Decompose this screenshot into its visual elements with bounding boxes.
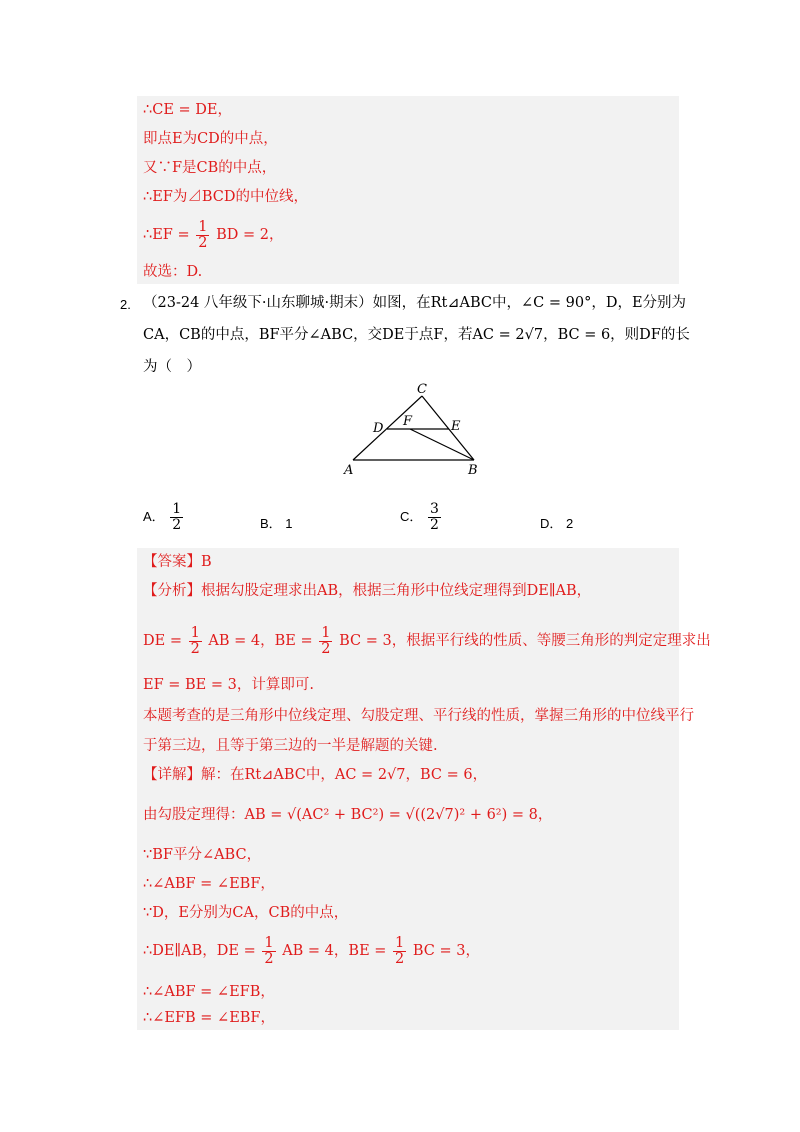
label-f: F xyxy=(403,414,413,429)
prev-solution-line-6: 故选：D. xyxy=(143,264,203,280)
analysis-line-2 xyxy=(143,624,711,658)
denominator: 2 xyxy=(321,640,331,657)
detail-line-8: ∴∠EFB = ∠EBF， xyxy=(143,1010,275,1026)
fraction xyxy=(319,626,332,657)
prev-solution-line-5 xyxy=(143,218,283,252)
text: BC = 3， xyxy=(412,943,480,959)
choice-d[interactable] xyxy=(540,513,573,532)
choice-c[interactable] xyxy=(400,502,443,533)
choice-a[interactable] xyxy=(143,502,185,533)
choice-text: 1 xyxy=(285,516,293,531)
text: ∴DE∥AB，DE = xyxy=(143,943,256,959)
detail-line-2: 由勾股定理得：AB = √(AC² + BC²) = √((2√7)² + 6²) = 8， xyxy=(143,807,553,823)
choice-letter: A． xyxy=(143,508,165,524)
fraction xyxy=(393,936,406,967)
label-a: A xyxy=(344,463,354,478)
prev-solution-line-1: ∴CE = DE， xyxy=(143,102,232,118)
question-number: 2. xyxy=(120,297,131,312)
analysis-line-1: 【分析】根据勾股定理求出AB，根据三角形中位线定理得到DE∥AB， xyxy=(143,583,592,599)
question-line-1: （23-24 八年级下·山东聊城·期末）如图，在Rt⊿ABC中，∠C = 90°，D，E分别为 xyxy=(143,295,687,311)
answer-line: 【答案】B xyxy=(143,554,212,570)
denominator: 2 xyxy=(395,950,405,967)
choice-b[interactable] xyxy=(260,513,293,532)
numerator: 1 xyxy=(395,934,405,951)
denominator: 2 xyxy=(198,234,208,251)
numerator: 1 xyxy=(198,218,208,235)
numerator: 3 xyxy=(430,501,439,517)
analysis-line-3: EF = BE = 3，计算即可. xyxy=(143,677,314,693)
text: BD = 2， xyxy=(216,227,284,243)
fraction xyxy=(262,936,275,967)
label-b: B xyxy=(468,463,478,478)
text: AB = 4，BE = xyxy=(282,943,387,959)
denominator: 2 xyxy=(190,640,200,657)
text: AB = 4，BE = xyxy=(208,633,313,649)
detail-line-6 xyxy=(143,934,480,968)
numerator: 1 xyxy=(172,501,182,517)
choice-text: 2 xyxy=(566,516,574,531)
analysis-line-5: 于第三边，且等于第三边的一半是解题的关键. xyxy=(143,738,438,754)
fraction xyxy=(189,626,202,657)
detail-line-7: ∴∠ABF = ∠EFB， xyxy=(143,984,275,1000)
fraction xyxy=(170,502,183,533)
fraction xyxy=(196,220,209,251)
question-line-2: CA，CB的中点，BF平分∠ABC，交DE于点F，若AC = 2√7，BC = 6，则DF的长 xyxy=(143,327,690,343)
fraction xyxy=(428,502,441,533)
segment-bf xyxy=(410,429,474,460)
denominator: 2 xyxy=(172,517,182,533)
text: DE = xyxy=(143,633,182,649)
numerator: 1 xyxy=(321,624,331,641)
numerator: 1 xyxy=(264,934,274,951)
choice-letter: D． xyxy=(540,516,563,531)
detail-line-1: 【详解】解：在Rt⊿ABC中，AC = 2√7，BC = 6， xyxy=(143,767,488,783)
question-line-3: 为（ ） xyxy=(143,359,201,375)
detail-line-5: ∵D，E分别为CA，CB的中点， xyxy=(143,905,349,921)
label-e: E xyxy=(451,419,461,434)
prev-solution-line-3: 又∵F是CB的中点， xyxy=(143,160,277,176)
denominator: 2 xyxy=(264,950,274,967)
analysis-line-4: 本题考查的是三角形中位线定理、勾股定理、平行线的性质，掌握三角形的中位线平行 xyxy=(143,708,694,724)
label-d: D xyxy=(373,421,384,436)
choice-letter: B． xyxy=(260,516,282,531)
numerator: 1 xyxy=(190,624,200,641)
text: ∴EF = xyxy=(143,227,190,243)
denominator: 2 xyxy=(430,517,439,533)
prev-solution-line-4: ∴EF为⊿BCD的中位线， xyxy=(143,189,309,205)
choice-letter: C． xyxy=(400,508,423,524)
label-c: C xyxy=(417,382,427,397)
detail-line-3: ∵BF平分∠ABC， xyxy=(143,847,262,863)
prev-solution-line-2: 即点E为CD的中点， xyxy=(143,131,278,147)
detail-line-4: ∴∠ABF = ∠EBF， xyxy=(143,876,275,892)
segment-bc xyxy=(422,396,474,460)
text: BC = 3，根据平行线的性质、等腰三角形的判定定理求出 xyxy=(339,633,711,649)
triangle-figure xyxy=(340,382,500,482)
